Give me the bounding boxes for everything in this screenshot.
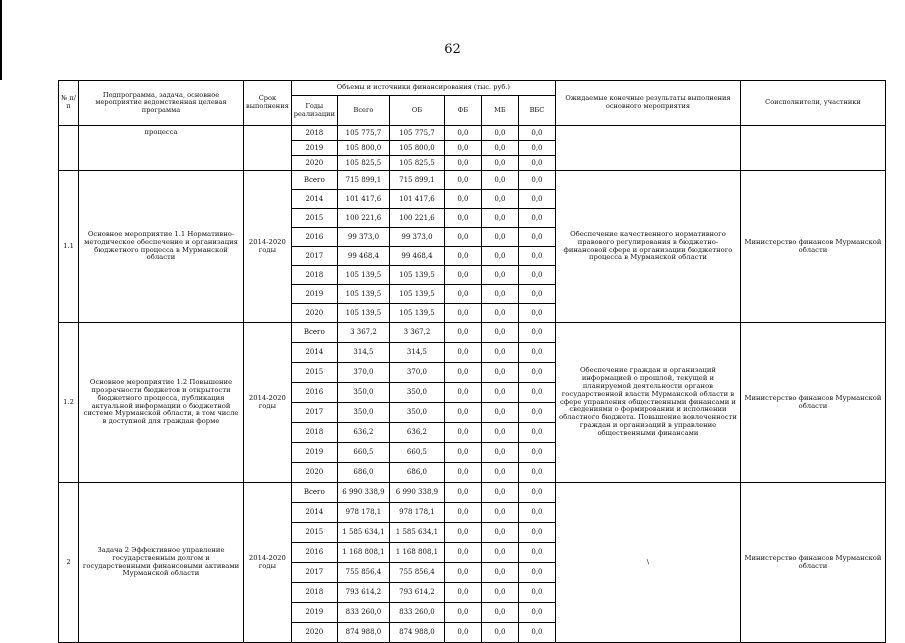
cell-y: Всего bbox=[291, 323, 337, 343]
cell-mb: 0,0 bbox=[481, 343, 518, 363]
cell-vbs: 0,0 bbox=[518, 583, 555, 603]
page-number: 62 bbox=[444, 42, 461, 57]
cell-total: 370,0 bbox=[337, 363, 389, 383]
cell-fb: 0,0 bbox=[444, 483, 481, 503]
cell-mb: 0,0 bbox=[481, 171, 518, 190]
cell-total: 833 260,0 bbox=[337, 603, 389, 623]
cell-mb: 0,0 bbox=[481, 141, 518, 156]
cell-mb: 0,0 bbox=[481, 523, 518, 543]
cell-fb: 0,0 bbox=[444, 304, 481, 323]
cell-ob: 793 614,2 bbox=[389, 583, 444, 603]
cell-fb: 0,0 bbox=[444, 247, 481, 266]
coexecutors bbox=[740, 126, 885, 171]
cell-y: Всего bbox=[291, 171, 337, 190]
cell-y: 2015 bbox=[291, 209, 337, 228]
page-edge-line bbox=[0, 0, 2, 80]
expected-result: Обеспечение граждан и организаций информацией о прошлой, текущей и планируемой деятельности органов государственной власти Мурманской области в сфере управления общественными финансами и сведениями о формировании и исполнении областного бюджета. Повышение вовлеченности граждан и организаций в управление общественными финансами bbox=[555, 323, 740, 483]
cell-total: 715 899,1 bbox=[337, 171, 389, 190]
cell-mb: 0,0 bbox=[481, 285, 518, 304]
cell-total: 99 468,4 bbox=[337, 247, 389, 266]
cell-mb: 0,0 bbox=[481, 190, 518, 209]
cell-mb: 0,0 bbox=[481, 403, 518, 423]
cell-fb: 0,0 bbox=[444, 141, 481, 156]
cell-ob: 636,2 bbox=[389, 423, 444, 443]
cell-y: 2019 bbox=[291, 285, 337, 304]
table-row bbox=[59, 483, 886, 503]
cell-ob: 755 856,4 bbox=[389, 563, 444, 583]
measure-name: процесса bbox=[79, 126, 244, 171]
cell-total: 314,5 bbox=[337, 343, 389, 363]
cell-vbs: 0,0 bbox=[518, 463, 555, 483]
cell-ob: 833 260,0 bbox=[389, 603, 444, 623]
cell-vbs: 0,0 bbox=[518, 543, 555, 563]
col-ob-header: ОБ bbox=[389, 96, 444, 126]
cell-total: 1 168 808,1 bbox=[337, 543, 389, 563]
cell-mb: 0,0 bbox=[481, 543, 518, 563]
row-number: 1.1 bbox=[59, 171, 79, 323]
row-number: 1.2 bbox=[59, 323, 79, 483]
cell-y: 2019 bbox=[291, 141, 337, 156]
cell-total: 105 775,7 bbox=[337, 126, 389, 141]
cell-vbs: 0,0 bbox=[518, 523, 555, 543]
cell-vbs: 0,0 bbox=[518, 228, 555, 247]
financing-table bbox=[58, 80, 886, 643]
cell-mb: 0,0 bbox=[481, 423, 518, 443]
col-coexec-header: Соисполнители, участники bbox=[740, 81, 885, 126]
cell-total: 350,0 bbox=[337, 383, 389, 403]
cell-fb: 0,0 bbox=[444, 523, 481, 543]
cell-total: 101 417,6 bbox=[337, 190, 389, 209]
col-total-header: Всего bbox=[337, 96, 389, 126]
cell-vbs: 0,0 bbox=[518, 190, 555, 209]
cell-fb: 0,0 bbox=[444, 583, 481, 603]
cell-vbs: 0,0 bbox=[518, 403, 555, 423]
cell-vbs: 0,0 bbox=[518, 126, 555, 141]
cell-total: 3 367,2 bbox=[337, 323, 389, 343]
cell-y: 2019 bbox=[291, 603, 337, 623]
cell-fb: 0,0 bbox=[444, 343, 481, 363]
col-vbs-header: ВБС bbox=[518, 96, 555, 126]
cell-y: 2018 bbox=[291, 583, 337, 603]
cell-vbs: 0,0 bbox=[518, 343, 555, 363]
cell-vbs: 0,0 bbox=[518, 483, 555, 503]
cell-ob: 100 221,6 bbox=[389, 209, 444, 228]
cell-ob: 101 417,6 bbox=[389, 190, 444, 209]
cell-ob: 3 367,2 bbox=[389, 323, 444, 343]
cell-fb: 0,0 bbox=[444, 156, 481, 171]
header-row bbox=[59, 81, 886, 96]
expected-result: Обеспечение качественного нормативного правового регулирования в бюджетно-финансовой сфере и организации бюджетного процесса в Мурманской области bbox=[555, 171, 740, 323]
cell-total: 99 373,0 bbox=[337, 228, 389, 247]
cell-mb: 0,0 bbox=[481, 247, 518, 266]
coexecutors: Министерство финансов Мурманской области bbox=[740, 171, 885, 323]
cell-total: 105 139,5 bbox=[337, 304, 389, 323]
col-term-header: Срок выполнения bbox=[244, 81, 292, 126]
cell-ob: 350,0 bbox=[389, 383, 444, 403]
cell-total: 350,0 bbox=[337, 403, 389, 423]
cell-y: 2014 bbox=[291, 503, 337, 523]
cell-ob: 6 990 338,9 bbox=[389, 483, 444, 503]
col-result-header: Ожидаемые конечные результаты выполнения основного мероприятия bbox=[555, 81, 740, 126]
cell-total: 636,2 bbox=[337, 423, 389, 443]
cell-y: 2017 bbox=[291, 247, 337, 266]
cell-total: 660,5 bbox=[337, 443, 389, 463]
cell-fb: 0,0 bbox=[444, 603, 481, 623]
cell-vbs: 0,0 bbox=[518, 443, 555, 463]
cell-ob: 105 800,0 bbox=[389, 141, 444, 156]
term-cell: 2014-2020 годы bbox=[244, 323, 292, 483]
cell-y: 2019 bbox=[291, 443, 337, 463]
row-number: 2 bbox=[59, 483, 79, 643]
cell-y: 2018 bbox=[291, 126, 337, 141]
coexecutors: Министерство финансов Мурманской области bbox=[740, 323, 885, 483]
cell-ob: 686,0 bbox=[389, 463, 444, 483]
cell-total: 6 990 338,9 bbox=[337, 483, 389, 503]
col-fb-header: ФБ bbox=[444, 96, 481, 126]
cell-y: 2020 bbox=[291, 623, 337, 643]
term-cell: 2014-2020 годы bbox=[244, 171, 292, 323]
cell-fb: 0,0 bbox=[444, 285, 481, 304]
cell-fb: 0,0 bbox=[444, 443, 481, 463]
cell-ob: 99 373,0 bbox=[389, 228, 444, 247]
cell-mb: 0,0 bbox=[481, 383, 518, 403]
measure-name: Основное мероприятие 1.2 Повышение прозрачности бюджетов и открытости бюджетного процесса, публикация актуальной информации о бюджетной системе Мурманской области, в том числе в доступной для граждан форме bbox=[79, 323, 244, 483]
cell-mb: 0,0 bbox=[481, 503, 518, 523]
cell-ob: 1 168 808,1 bbox=[389, 543, 444, 563]
cell-total: 105 825,5 bbox=[337, 156, 389, 171]
cell-ob: 105 139,5 bbox=[389, 285, 444, 304]
cell-mb: 0,0 bbox=[481, 228, 518, 247]
table-row bbox=[59, 323, 886, 343]
cell-y: 2016 bbox=[291, 543, 337, 563]
cell-fb: 0,0 bbox=[444, 323, 481, 343]
measure-name: Основное мероприятие 1.1 Нормативно-методическое обеспечение и организация бюджетного процесса в Мурманской области bbox=[79, 171, 244, 323]
cell-fb: 0,0 bbox=[444, 543, 481, 563]
cell-vbs: 0,0 bbox=[518, 266, 555, 285]
coexecutors: Министерство финансов Мурманской области bbox=[740, 483, 885, 643]
cell-ob: 105 775,7 bbox=[389, 126, 444, 141]
cell-y: Всего bbox=[291, 483, 337, 503]
cell-vbs: 0,0 bbox=[518, 156, 555, 171]
col-mb-header: МБ bbox=[481, 96, 518, 126]
cell-mb: 0,0 bbox=[481, 583, 518, 603]
cell-vbs: 0,0 bbox=[518, 323, 555, 343]
table-row bbox=[59, 171, 886, 190]
cell-fb: 0,0 bbox=[444, 266, 481, 285]
cell-ob: 105 825,5 bbox=[389, 156, 444, 171]
cell-y: 2015 bbox=[291, 363, 337, 383]
cell-ob: 314,5 bbox=[389, 343, 444, 363]
col-years-header: Годы реализации bbox=[291, 96, 337, 126]
cell-y: 2014 bbox=[291, 190, 337, 209]
cell-mb: 0,0 bbox=[481, 483, 518, 503]
cell-total: 686,0 bbox=[337, 463, 389, 483]
cell-y: 2018 bbox=[291, 423, 337, 443]
cell-ob: 874 988,0 bbox=[389, 623, 444, 643]
cell-mb: 0,0 bbox=[481, 463, 518, 483]
col-funding-header: Объемы и источники финансирования (тыс. руб.) bbox=[291, 81, 555, 96]
cell-mb: 0,0 bbox=[481, 126, 518, 141]
cell-ob: 350,0 bbox=[389, 403, 444, 423]
cell-total: 105 139,5 bbox=[337, 266, 389, 285]
expected-result bbox=[555, 126, 740, 171]
cell-ob: 105 139,5 bbox=[389, 304, 444, 323]
cell-vbs: 0,0 bbox=[518, 363, 555, 383]
term-cell: 2014-2020 годы bbox=[244, 483, 292, 643]
cell-mb: 0,0 bbox=[481, 623, 518, 643]
cell-y: 2017 bbox=[291, 563, 337, 583]
cell-ob: 1 585 634,1 bbox=[389, 523, 444, 543]
cell-mb: 0,0 bbox=[481, 563, 518, 583]
cell-fb: 0,0 bbox=[444, 563, 481, 583]
cell-vbs: 0,0 bbox=[518, 285, 555, 304]
cell-ob: 715 899,1 bbox=[389, 171, 444, 190]
cell-vbs: 0,0 bbox=[518, 304, 555, 323]
cell-y: 2017 bbox=[291, 403, 337, 423]
cell-vbs: 0,0 bbox=[518, 423, 555, 443]
cell-vbs: 0,0 bbox=[518, 563, 555, 583]
cell-fb: 0,0 bbox=[444, 190, 481, 209]
cell-mb: 0,0 bbox=[481, 266, 518, 285]
cell-mb: 0,0 bbox=[481, 603, 518, 623]
cell-total: 755 856,4 bbox=[337, 563, 389, 583]
cell-ob: 660,5 bbox=[389, 443, 444, 463]
cell-mb: 0,0 bbox=[481, 443, 518, 463]
cell-fb: 0,0 bbox=[444, 503, 481, 523]
cell-vbs: 0,0 bbox=[518, 383, 555, 403]
cell-y: 2020 bbox=[291, 304, 337, 323]
cell-mb: 0,0 bbox=[481, 304, 518, 323]
cell-vbs: 0,0 bbox=[518, 603, 555, 623]
cell-total: 1 585 634,1 bbox=[337, 523, 389, 543]
cell-y: 2018 bbox=[291, 266, 337, 285]
cell-fb: 0,0 bbox=[444, 126, 481, 141]
cell-total: 105 800,0 bbox=[337, 141, 389, 156]
cell-total: 874 988,0 bbox=[337, 623, 389, 643]
cell-fb: 0,0 bbox=[444, 423, 481, 443]
cell-vbs: 0,0 bbox=[518, 247, 555, 266]
cell-fb: 0,0 bbox=[444, 363, 481, 383]
cell-fb: 0,0 bbox=[444, 403, 481, 423]
cell-vbs: 0,0 bbox=[518, 141, 555, 156]
cell-mb: 0,0 bbox=[481, 363, 518, 383]
cell-total: 105 139,5 bbox=[337, 285, 389, 304]
cell-total: 793 614,2 bbox=[337, 583, 389, 603]
cell-ob: 370,0 bbox=[389, 363, 444, 383]
cell-ob: 99 468,4 bbox=[389, 247, 444, 266]
cell-mb: 0,0 bbox=[481, 156, 518, 171]
cell-y: 2020 bbox=[291, 156, 337, 171]
cell-vbs: 0,0 bbox=[518, 623, 555, 643]
cell-fb: 0,0 bbox=[444, 463, 481, 483]
cell-ob: 105 139,5 bbox=[389, 266, 444, 285]
cell-y: 2016 bbox=[291, 228, 337, 247]
table-row bbox=[59, 126, 886, 141]
col-subprogram-header: Подпрограмма, задача, основное мероприятие ведомственная целевая программа bbox=[79, 81, 244, 126]
cell-vbs: 0,0 bbox=[518, 503, 555, 523]
term-cell bbox=[244, 126, 292, 171]
cell-fb: 0,0 bbox=[444, 209, 481, 228]
expected-result: \ bbox=[555, 483, 740, 643]
cell-total: 100 221,6 bbox=[337, 209, 389, 228]
cell-fb: 0,0 bbox=[444, 623, 481, 643]
cell-y: 2020 bbox=[291, 463, 337, 483]
cell-y: 2015 bbox=[291, 523, 337, 543]
cell-total: 978 178,1 bbox=[337, 503, 389, 523]
cell-vbs: 0,0 bbox=[518, 171, 555, 190]
cell-fb: 0,0 bbox=[444, 383, 481, 403]
cell-fb: 0,0 bbox=[444, 171, 481, 190]
cell-y: 2014 bbox=[291, 343, 337, 363]
cell-ob: 978 178,1 bbox=[389, 503, 444, 523]
cell-y: 2016 bbox=[291, 383, 337, 403]
col-num-header: № п/п bbox=[59, 81, 79, 126]
cell-vbs: 0,0 bbox=[518, 209, 555, 228]
measure-name: Задача 2 Эффективное управление государственным долгом и государственными финансовыми активами Мурманской области bbox=[79, 483, 244, 643]
cell-mb: 0,0 bbox=[481, 323, 518, 343]
row-number bbox=[59, 126, 79, 171]
cell-fb: 0,0 bbox=[444, 228, 481, 247]
cell-mb: 0,0 bbox=[481, 209, 518, 228]
